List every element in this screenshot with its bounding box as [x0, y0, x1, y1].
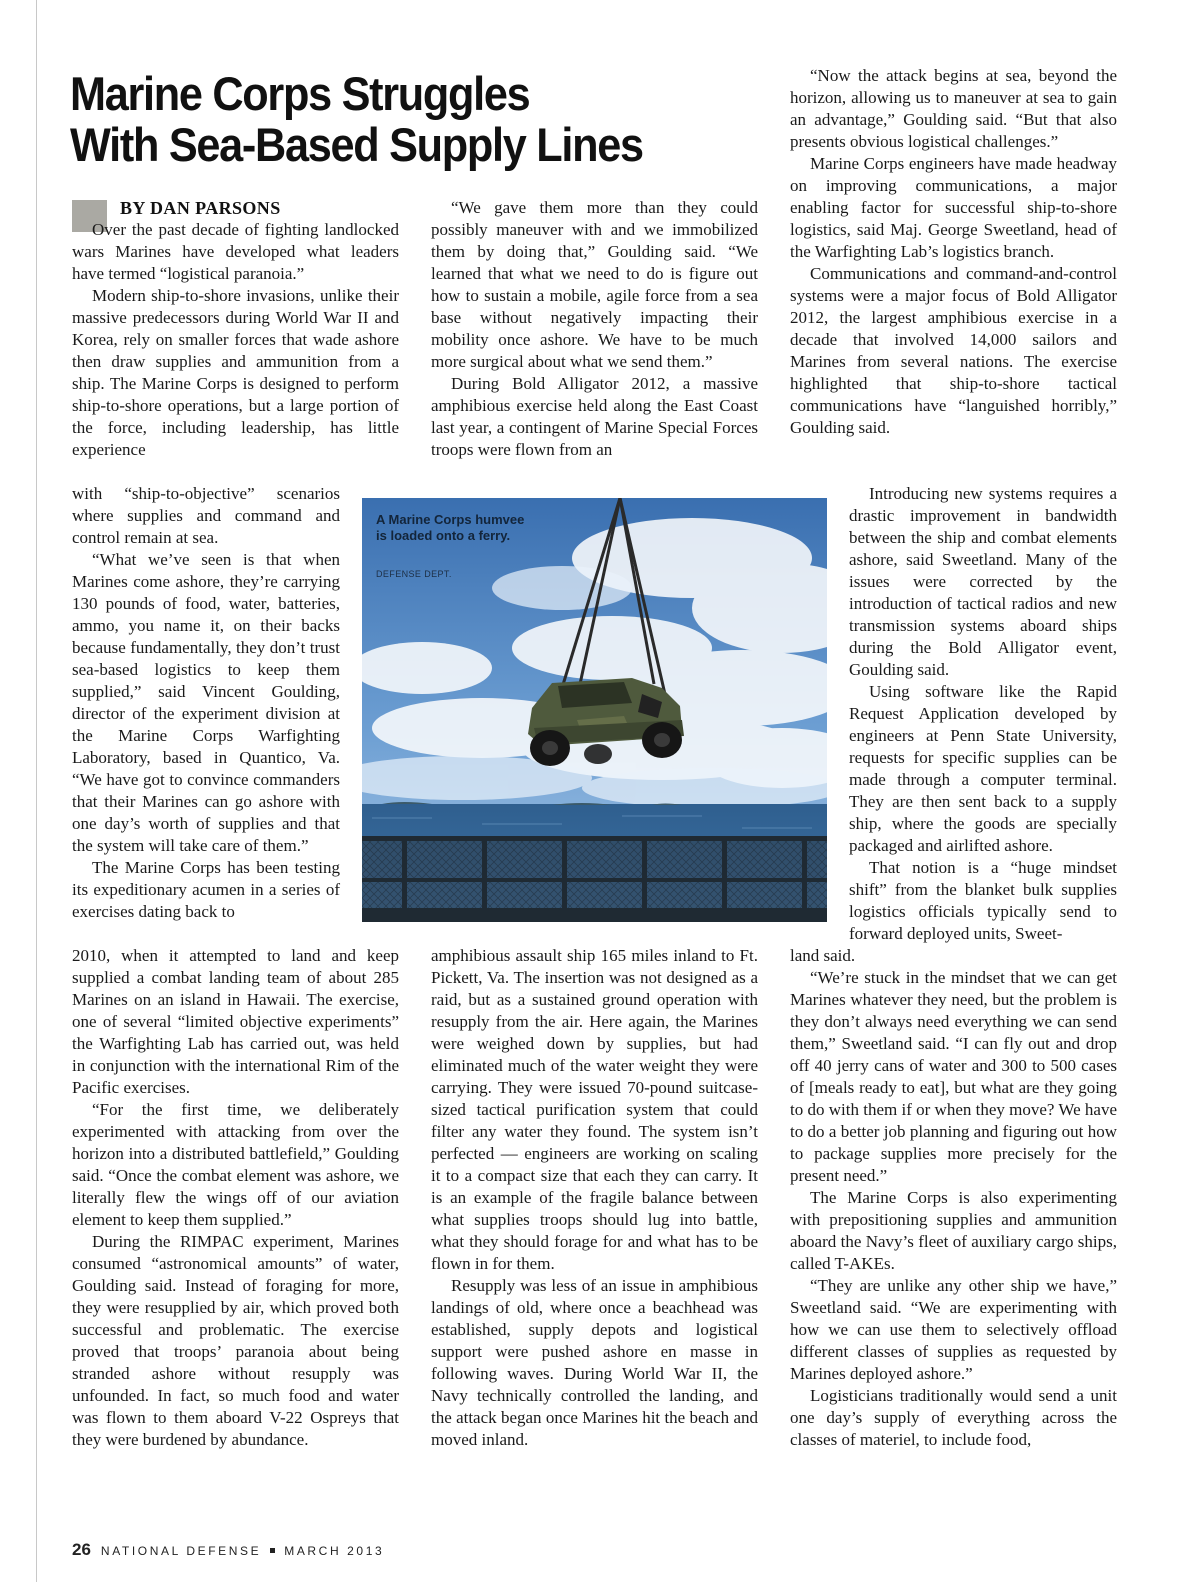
paragraph: Introducing new systems requires a drastic improvement in bandwidth between the ship and combat elements ashore, said Sweetland. Many of the issues were corrected by the introduction of tactical radios and new transmission systems aboard ships during the Bold Alligator event, Goulding said. [849, 484, 1117, 679]
paragraph: During the RIMPAC experiment, Marines consumed “astronomical amounts” of water, Goulding said. Instead of foraging for more, they were resupplied by air, which proved both successful and problematic. The exercise proved that troops’ paranoia about being stranded ashore without resupply was unfounded. In fact, so much food and water was flown to them aboard V-22 Ospreys that they were burdened by abundance. [72, 1232, 399, 1449]
paragraph: Using software like the Rapid Request Application developed by engineers at Penn State University, requests for specific supplies can be made through a computer terminal. They are then sent back to a supply ship, where the goods are specially packaged and airlifted ashore. [849, 682, 1117, 855]
issue-date: MARCH 2013 [284, 1544, 385, 1558]
humvee-photo [362, 498, 827, 922]
footer-separator [270, 1548, 275, 1553]
title-line-1: Marine Corps Struggles [70, 67, 530, 120]
photo-caption: A Marine Corps humvee is loaded onto a ferry. [376, 512, 525, 543]
paragraph-continued: 2010, when it attempted to land and keep supplied a combat landing team of about 285 Marines on an island in Hawaii. The exercise, one of several “limited objective experiments” the Warfighting Lab has carried out, was held in conjunction with the international Rim of the Pacific exercises. [72, 946, 399, 1097]
paragraph: “We’re stuck in the mindset that we can get Marines whatever they need, but the problem is they don’t always need everything we can send them,” Sweetland said. “I can fly out and drop off 40 jerry cans of water and 300 to 500 cases of [meals ready to eat], but what are they going to do with them if or when they move? We have to do a better job planning and figuring out how to package supplies more precisely for the present need.” [790, 968, 1117, 1185]
paragraph: Marine Corps engineers have made headway on improving communications, a major enabling factor for successful ship-to-shore logistics, said Maj. George Sweetland, head of the Warfighting Lab’s logistics branch. [790, 154, 1117, 261]
paragraph: The Marine Corps is also experimenting with prepositioning supplies and ammunition aboard the Navy’s fleet of auxiliary cargo ships, called T-AKEs. [790, 1188, 1117, 1273]
page-footer [72, 1540, 384, 1560]
column-1-top [72, 219, 399, 461]
column-3-top [790, 65, 1117, 439]
paragraph: Over the past decade of fighting landlocked wars Marines have developed what leaders have termed “logistical paranoia.” [72, 220, 399, 283]
paragraph: During Bold Alligator 2012, a massive amphibious exercise held along the East Coast last year, a contingent of Marine Special Forces troops were flown from an [431, 374, 758, 459]
paragraph: That notion is a “huge mindset shift” from the blanket bulk supplies logistics officials typically send to forward deployed units, Sweet- [849, 858, 1117, 943]
paragraph: “We gave them more than they could possibly maneuver with and we immobilized them by doing that,” Goulding said. “We learned that what we need to do is figure out how to sustain a mobile, agile force from a sea base without negatively impacting their mobility once ashore. We have to be much more surgical about what we send them.” [431, 198, 758, 371]
photo-credit: DEFENSE DEPT. [376, 569, 452, 579]
byline: BY DAN PARSONS [120, 198, 281, 218]
paragraph: Communications and command-and-control systems were a major focus of Bold Alligator 2012, the largest amphibious exercise in a decade that involved 14,000 sailors and Marines from several nations. The exercise highlighted that ship-to-shore tactical communications have “languished horribly,” Goulding said. [790, 264, 1117, 437]
paragraph: The Marine Corps has been testing its expeditionary acumen in a series of exercises dating back to [72, 858, 340, 921]
article-title [70, 68, 696, 170]
column-1-bottom [72, 945, 399, 1451]
paragraph: “Now the attack begins at sea, beyond the horizon, allowing us to maneuver at sea to gain an advantage,” Goulding said. “But that also presents obvious logistical challenges.” [790, 66, 1117, 151]
page-number: 26 [72, 1540, 91, 1559]
publication-name: NATIONAL DEFENSE [100, 1544, 262, 1558]
column-3-bottom [790, 945, 1117, 1451]
column-2-bottom [431, 945, 758, 1451]
paragraph: “What we’ve seen is that when Marines come ashore, they’re carrying 130 pounds of food, water, batteries, ammo, you name it, on their backs because fundamentally, they don’t trust sea-based logistics to keep them supplied,” said Vincent Goulding, director of the experiment division at the Marine Corps Warfighting Laboratory, based in Quantico, Va. “We have got to convince commanders that their Marines can go ashore with one day’s worth of supplies and that the system will take care of them.” [72, 550, 340, 855]
paragraph-continued: land said. [790, 946, 856, 965]
column-3-middle [849, 483, 1117, 945]
paragraph-continued: with “ship-to-objective” scenarios where supplies and command and control remain at sea. [72, 484, 340, 547]
paragraph: Modern ship-to-shore invasions, unlike their massive predecessors during World War II and Korea, rely on smaller forces that wade ashore then draw supplies and ammunition from a ship. The Marine Corps is designed to perform ship-to-shore operations, but a large portion of the force, including leadership, has little experience [72, 286, 399, 459]
paragraph: Resupply was less of an issue in amphibious landings of old, where once a beachhead was established, supply depots and logistical support were pushed ashore en masse in following waves. During World War II, the Navy technically controlled the landing, and the attack began once Marines hit the beach and moved inland. [431, 1276, 758, 1449]
paragraph: “For the first time, we deliberately experimented with attacking from over the horizon into a distributed battlefield,” Goulding said. “Once the combat element was ashore, we literally flew the wings off of our aviation element to keep them supplied.” [72, 1100, 399, 1229]
column-1-middle [72, 483, 340, 923]
column-2-top [431, 197, 758, 461]
paragraph-continued: amphibious assault ship 165 miles inland to Ft. Pickett, Va. The insertion was not designed as a raid, but as a sustained ground operation with resupply from the air. Here again, the Marines were weighed down by supplies, but had eliminated much of the water weight they were carrying. They were issued 70-pound suitcase-sized tactical purification system that could filter any water they found. The system isn’t perfected — engineers are working on scaling it to a compact size that each they can carry. It is an example of the fragile balance between what supplies troops should lug into battle, what they should forage for and what has to be flown in for them. [431, 946, 758, 1273]
page-margin-rule [36, 0, 37, 1582]
paragraph: “They are unlike any other ship we have,” Sweetland said. “We are experimenting with how we can use them to selectively offload different classes of supplies as requested by Marines deployed ashore.” [790, 1276, 1117, 1383]
title-line-2: With Sea-Based Supply Lines [70, 118, 643, 171]
paragraph: Logisticians traditionally would send a unit one day’s supply of everything across the classes of materiel, to include food, [790, 1386, 1117, 1449]
